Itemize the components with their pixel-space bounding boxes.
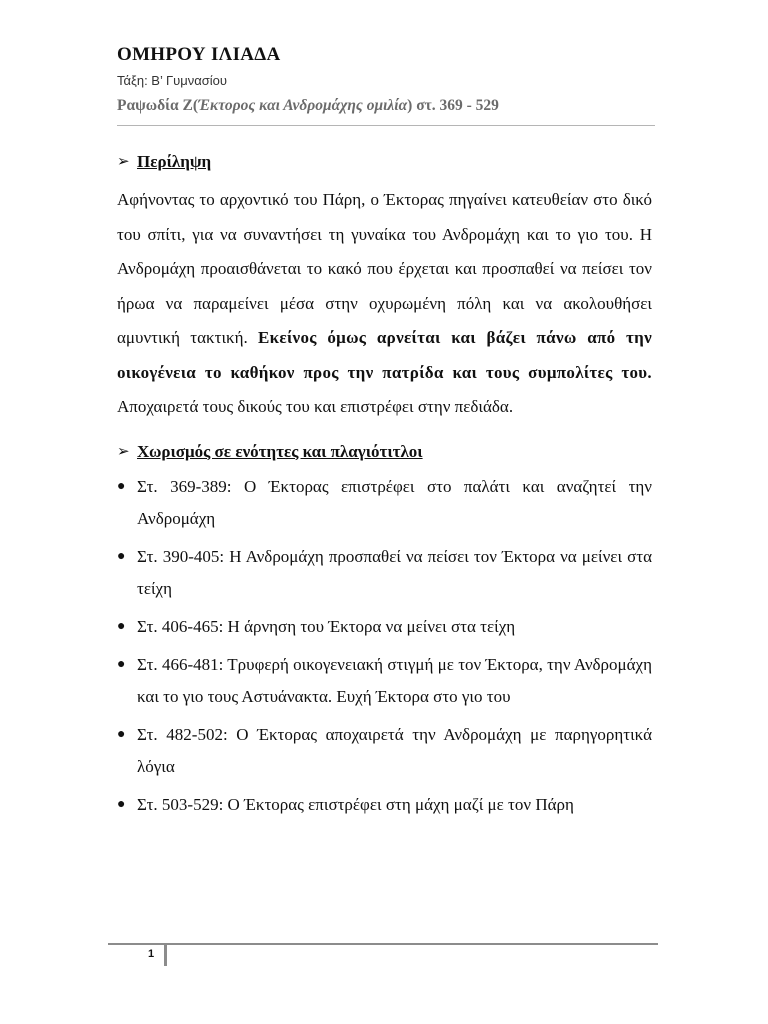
summary-paragraph	[117, 183, 652, 425]
rhapsody-line	[117, 95, 657, 117]
bullet-icon: ●	[117, 726, 126, 742]
document-title: ΟΜΗΡΟΥ ΙΛΙΑΔΑ	[117, 44, 281, 65]
bullet-icon: ●	[117, 656, 126, 672]
document-header	[117, 40, 657, 117]
rhapsody-suffix: ) στ. 369 - 529	[407, 97, 499, 114]
summary-heading	[117, 147, 652, 177]
list-item	[117, 541, 652, 605]
list-item-text: Στ. 482-502: Ο Έκτορας αποχαιρετά την Ανδρομάχη με παρηγορητικά λόγια	[137, 724, 652, 776]
summary-text-2: Αποχαιρετά τους δικούς του και επιστρέφει στην πεδιάδα.	[117, 397, 514, 416]
list-item	[117, 649, 652, 713]
summary-text-1: Αφήνοντας το αρχοντικό του Πάρη, ο Έκτορας πηγαίνει κατευθείαν στο δικό του σπίτι, για να συναντήσει τη γυναίκα του Ανδρομάχη και το γιο του. Η Ανδρομάχη προαισθάνεται το κακό που έρχεται και προσπαθεί να πείσει τον ήρωα να παραμείνει μέσα στην οχυρωμένη πόλη και να ακολουθήσει αμυντική τακτική.	[117, 190, 652, 347]
page-number: 1	[148, 948, 155, 960]
list-item-text: Στ. 390-405: Η Ανδρομάχη προσπαθεί να πείσει τον Έκτορα να μείνει στα τείχη	[137, 546, 652, 598]
bullet-icon: ●	[117, 478, 126, 494]
header-divider	[117, 125, 655, 126]
sections-heading-text: Χωρισμός σε ενότητες και πλαγιότιτλοι	[137, 441, 423, 461]
footer-divider	[108, 943, 658, 945]
list-item-text: Στ. 369-389: Ο Έκτορας επιστρέφει στο παλάτι και αναζητεί την Ανδρομάχη	[137, 476, 652, 528]
list-item-text: Στ. 466-481: Τρυφερή οικογενειακή στιγμή με τον Έκτορα, την Ανδρομάχη και το γιο τους Αστυάνακτα. Ευχή Έκτορα στο γιο του	[137, 654, 652, 706]
summary-heading-text: Περίληψη	[137, 152, 212, 171]
list-item	[117, 611, 652, 643]
bullet-icon: ●	[117, 548, 126, 564]
sections-list	[117, 471, 652, 821]
arrow-bullet-icon: ➢	[117, 154, 130, 170]
list-item-text: Στ. 406-465: Η άρνηση του Έκτορα να μείνει στα τείχη	[137, 616, 516, 636]
list-item-text: Στ. 503-529: Ο Έκτορας επιστρέφει στη μάχη μαζί με τον Πάρη	[137, 794, 574, 814]
list-item	[117, 789, 652, 821]
footer-separator	[164, 944, 167, 966]
summary-text-bold: Εκείνος όμως αρνείται και βάζει πάνω από την οικογένεια το καθήκον προς την πατρίδα και τους συμπολίτες του.	[117, 328, 652, 382]
sections-heading	[117, 437, 652, 467]
list-item	[117, 471, 652, 535]
rhapsody-prefix: Ραψωδία Ζ(	[117, 97, 198, 114]
class-subtitle: Τάξη: Β’ Γυμνασίου	[117, 73, 228, 88]
bullet-icon: ●	[117, 618, 126, 634]
arrow-bullet-icon: ➢	[117, 443, 130, 460]
bullet-icon: ●	[117, 796, 126, 812]
list-item	[117, 719, 652, 783]
document-body	[117, 147, 652, 827]
rhapsody-italic: Έκτορος και Ανδρομάχης ομιλία	[198, 97, 408, 114]
